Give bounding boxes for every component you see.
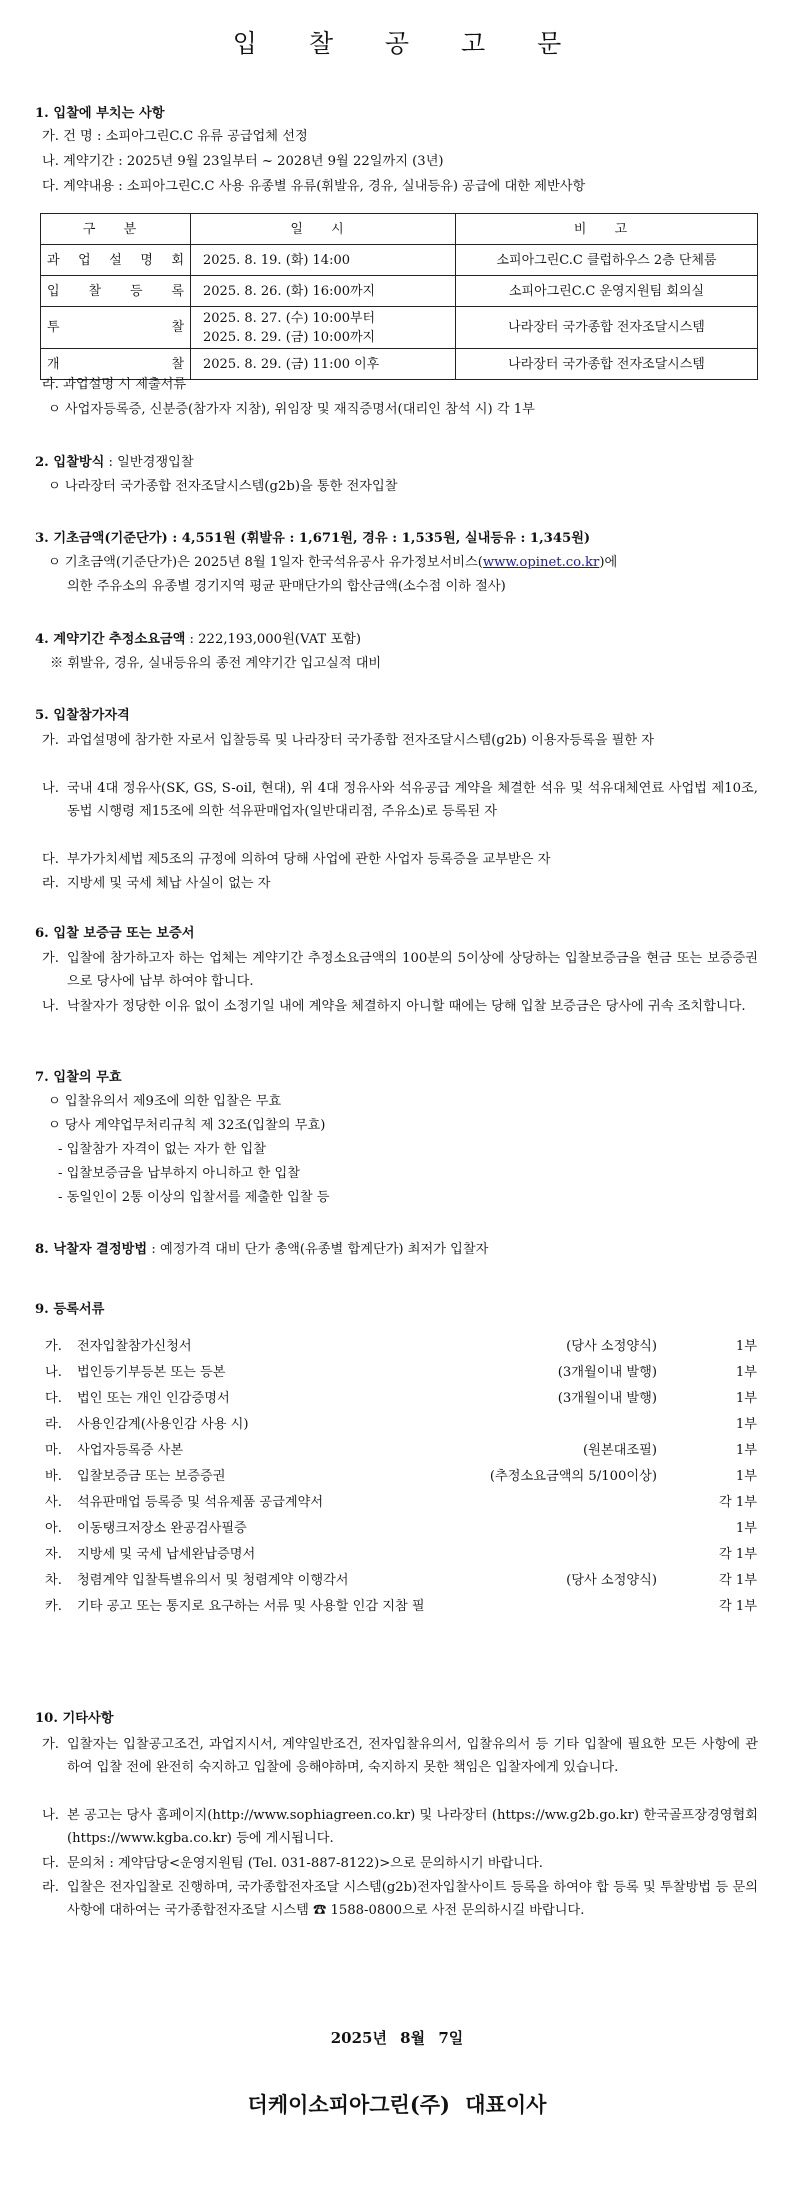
doc-qty: 1부 [735,1339,757,1354]
s10-item-da [42,1852,758,1875]
s10-item-na [42,1804,758,1850]
s10-item-text: 입찰자는 입찰공고조건, 과업지시서, 계약일반조건, 전자입찰유의서, 입찰유의서 등 기타 입찰에 필요한 모든 사항에 관하여 입찰 전에 완전히 숙지하고 입찰에 응해야하며, 숙지하지 못한 책임은 입찰자에게 있습니다. [67,1737,758,1775]
schedule-date-text: 2025. 8. 19. (화) 14:00 [203,252,350,268]
doc-name: 청렴계약 입찰특별유의서 및 청렴계약 이행각서 [77,1573,349,1588]
schedule-date [191,307,456,349]
list-item [45,1438,757,1464]
schedule-date [191,245,456,276]
company-signature: 더케이소피아그린(주) 대표이사 [247,2092,547,2117]
list-item [45,1360,757,1386]
s7-line: ㅇ 당사 계약업무처리규칙 제 32조(입찰의 무효) [48,1118,326,1133]
s1-item-na: 나. 계약기간 : 2025년 9월 23일부터 ~ 2028년 9월 22일까지 (3년) [42,154,444,169]
section-2-heading [35,453,194,473]
schedule-label-char: 등 [129,283,143,299]
s1-item-ra-docs: ㅇ 사업자등록증, 신분증(참가자 지참), 위임장 및 재직증명서(대리인 참석 시) 각 1부 [48,402,535,417]
list-item [45,1386,757,1412]
s10-item-label: 나. [42,1808,59,1823]
s7-line: - 동일인이 2통 이상의 입찰서를 제출한 입찰 등 [58,1190,330,1205]
doc-note: (당사 소정양식) [566,1339,657,1354]
doc-qty: 각 1부 [718,1599,757,1614]
doc-label: 카. [45,1599,62,1614]
list-item [45,1516,757,1542]
s10-item-label: 라. [42,1880,59,1895]
list-item [45,1568,757,1594]
list-item [45,1594,757,1620]
notice-date: 2025년 8월 7일 [330,2029,464,2047]
doc-label: 사. [45,1495,62,1510]
s7-line: - 입찰보증금을 납부하지 아니하고 한 입찰 [58,1166,300,1181]
doc-name: 사용인감계(사용인감 사용 시) [77,1417,249,1432]
schedule-label-char: 찰 [88,283,102,299]
s10-item-label: 다. [42,1856,59,1871]
s6-item-text: 낙찰자가 정당한 이유 없이 소정기일 내에 계약을 체결하지 아니할 때에는 당해 입찰 보증금은 당사에 귀속 조치합니다. [67,999,746,1014]
schedule-table [40,213,758,380]
s5-item-ra [42,872,758,895]
doc-name: 지방세 및 국세 납세완납증명서 [77,1547,256,1562]
doc-label: 자. [45,1547,62,1562]
section-8-title: 8. 낙찰자 결정방법 [35,1242,148,1257]
list-item [45,1464,757,1490]
section-8-heading [35,1240,488,1260]
list-item [45,1334,757,1360]
schedule-label [41,245,191,276]
section-2-value: : 일반경쟁입찰 [104,455,194,470]
doc-note: (3개월이내 발행) [557,1391,657,1406]
schedule-date [191,349,456,380]
s6-item-ga [42,947,758,993]
doc-name: 전자입찰참가신청서 [77,1339,192,1354]
schedule-header-datetime: 일 시 [191,214,456,245]
s10-item-text: 입찰은 전자입찰로 진행하며, 국가종합전자조달 시스템(g2b)전자입찰사이트 등록을 하여야 합 등록 및 투찰방법 등 문의사항에 대하여는 국가종합전자조달 시스템 ☎ 1588-0800으로 사전 문의하시길 바랍니다. [67,1880,758,1918]
s5-item-label: 나. [42,781,59,796]
s6-item-na [42,995,758,1018]
schedule-label-spread [47,355,184,374]
schedule-note: 소피아그린C.C 클럽하우스 2층 단체룸 [456,245,758,276]
schedule-date-text-2: 2025. 8. 29. (금) 10:00까지 [203,329,376,345]
schedule-label-spread [47,318,184,337]
doc-qty: 1부 [735,1417,757,1432]
s10-item-text: 본 공고는 당사 홈페이지(http://www.sophiagreen.co.kr) 및 나라장터 (https://ww.g2b.go.kr) 한국골프장경영협회 (https://www.kgba.co.kr) 등에 게시됩니다. [67,1808,758,1846]
s7-line: ㅇ 입찰유의서 제9조에 의한 입찰은 무효 [48,1094,282,1109]
schedule-date-text: 2025. 8. 29. (금) 11:00 이후 [203,356,380,372]
doc-label: 마. [45,1443,62,1458]
s6-item-label: 나. [42,999,59,1014]
s3-item-line2: 의한 주유소의 유종별 경기지역 평균 판매단가의 합산금액(소수점 이하 절사) [67,579,506,594]
schedule-header-note: 비 고 [456,214,758,245]
doc-label: 바. [45,1469,62,1484]
doc-name: 입찰보증금 또는 보증증권 [77,1469,226,1484]
s5-item-da [42,848,758,871]
doc-qty: 각 1부 [718,1573,757,1588]
schedule-label-char: 개 [47,356,60,372]
section-1-heading: 1. 입찰에 부치는 사항 [35,106,165,121]
list-item [45,1490,757,1516]
doc-note: (당사 소정양식) [566,1573,657,1588]
s10-item-text: 문의처 : 계약담당<운영지원팀 (Tel. 031-887-8122)>으로 문의하시기 바랍니다. [67,1856,543,1871]
s3-item-text-end: )에 [599,555,618,570]
schedule-label-spread [47,282,184,301]
s10-item-ra [42,1876,758,1922]
doc-label: 나. [45,1365,62,1380]
doc-name: 법인등기부등본 또는 등본 [77,1365,226,1380]
documents-list [45,1334,757,1620]
doc-name: 이동탱크저장소 완공검사필증 [77,1521,247,1536]
section-3-heading: 3. 기초금액(기준단가) : 4,551원 (휘발유 : 1,671원, 경유 : 1,535원, 실내등유 : 1,345원) [35,531,591,546]
section-4-heading [35,630,361,650]
schedule-header-row [41,214,758,245]
doc-qty: 1부 [735,1365,757,1380]
schedule-label [41,307,191,349]
section-2-title: 2. 입찰방식 [35,455,105,470]
s5-item-text: 과업설명에 참가한 자로서 입찰등록 및 나라장터 국가종합 전자조달시스템(g2b) 이용자등록을 필한 자 [67,733,655,748]
doc-name: 기타 공고 또는 통지로 요구하는 서류 및 사용할 인감 지참 필 [77,1599,425,1614]
schedule-label-char: 록 [171,283,184,299]
s10-item-label: 가. [42,1737,59,1752]
s5-item-label: 가. [42,733,59,748]
s10-item-ga [42,1733,758,1779]
list-item [45,1412,757,1438]
s5-item-label: 다. [42,852,59,867]
s5-item-label: 라. [42,876,59,891]
s5-item-na [42,777,758,823]
s5-item-text: 지방세 및 국세 체납 사실이 없는 자 [67,876,271,891]
s7-line: - 입찰참가 자격이 없는 자가 한 입찰 [58,1142,266,1157]
doc-qty: 1부 [735,1443,757,1458]
doc-note: (원본대조필) [583,1443,657,1458]
section-6-heading: 6. 입찰 보증금 또는 보증서 [35,926,195,941]
doc-qty: 각 1부 [718,1547,757,1562]
schedule-label-char: 회 [171,252,184,268]
section-10-heading: 10. 기타사항 [35,1711,114,1726]
section-8-value: : 예정가격 대비 단가 총액(유종별 합계단가) 최저가 입찰자 [147,1242,489,1257]
doc-name: 석유판매업 등록증 및 석유제품 공급계약서 [77,1495,324,1510]
section-4-title: 4. 계약기간 추정소요금액 [35,632,186,647]
schedule-date-text: 2025. 8. 26. (화) 16:00까지 [203,283,376,299]
schedule-label-char: 명 [140,252,153,268]
section-7-heading: 7. 입찰의 무효 [35,1070,122,1085]
doc-name: 법인 또는 개인 인감증명서 [77,1391,230,1406]
page-title: 입 찰 공 고 문 [232,29,584,58]
s6-item-text: 입찰에 참가하고자 하는 업체는 계약기간 추정소요금액의 100분의 5이상에 상당하는 입찰보증금을 현금 또는 보증증권으로 당사에 납부 하여야 합니다. [67,951,758,989]
doc-label: 차. [45,1573,62,1588]
opinet-link[interactable]: www.opinet.co.kr [482,555,600,570]
s3-item-text: ㅇ 기초금액(기준단가)은 2025년 8월 1일자 한국석유공사 유가정보서비스( [48,555,483,570]
schedule-note: 나라장터 국가종합 전자조달시스템 [456,307,758,349]
schedule-label-char: 과 [47,252,60,268]
schedule-note: 소피아그린C.C 운영지원팀 회의실 [456,276,758,307]
schedule-row-briefing [41,245,758,276]
doc-qty: 1부 [735,1469,757,1484]
doc-qty: 1부 [735,1521,757,1536]
schedule-row-bidding [41,307,758,349]
schedule-label-char: 투 [47,320,60,335]
schedule-label-char: 찰 [171,320,184,335]
section-9-heading: 9. 등록서류 [35,1302,105,1317]
s3-item [48,553,617,573]
doc-name: 사업자등록증 사본 [77,1443,184,1458]
schedule-label [41,276,191,307]
schedule-label-char: 입 [47,283,60,299]
doc-label: 다. [45,1391,62,1406]
doc-label: 라. [45,1417,62,1432]
schedule-label-char: 업 [78,252,91,268]
schedule-date-text: 2025. 8. 27. (수) 10:00부터 [203,310,376,326]
schedule-label-spread [47,251,184,270]
doc-qty: 1부 [735,1391,757,1406]
schedule-row-registration [41,276,758,307]
s1-item-da: 다. 계약내용 : 소피아그린C.C 사용 유종별 유류(휘발유, 경유, 실내등유) 공급에 대한 제반사항 [42,179,586,194]
schedule-date [191,276,456,307]
doc-label: 가. [45,1339,62,1354]
s5-item-ga [42,729,758,752]
schedule-label-char: 설 [109,252,122,268]
doc-label: 아. [45,1521,62,1536]
section-4-value: : 222,193,000원(VAT 포함) [185,632,361,647]
doc-note: (3개월이내 발행) [557,1365,657,1380]
s1-item-ra: 라. 과업설명 시 제출서류 [42,377,187,392]
s5-item-text: 국내 4대 정유사(SK, GS, S-oil, 현대), 위 4대 정유사와 석유공급 계약을 체결한 석유 및 석유대체연료 사업법 제10조, 동법 시행령 제15조에 의한 석유판매업자(일반대리점, 주유소)로 등록된 자 [67,781,758,819]
s2-item: ㅇ 나라장터 국가종합 전자조달시스템(g2b)을 통한 전자입찰 [48,479,398,494]
doc-qty: 각 1부 [718,1495,757,1510]
s1-item-ga: 가. 건 명 : 소피아그린C.C 유류 공급업체 선정 [42,129,308,144]
s5-item-text: 부가가치세법 제5조의 규정에 의하여 당해 사업에 관한 사업자 등록증을 교부받은 자 [67,852,551,867]
s6-item-label: 가. [42,951,59,966]
schedule-label-char: 찰 [171,356,184,372]
section-5-heading: 5. 입찰참가자격 [35,708,130,723]
s4-note: ※ 휘발유, 경유, 실내등유의 종전 계약기간 입고실적 대비 [50,656,382,671]
schedule-header-category: 구 분 [41,214,191,245]
list-item [45,1542,757,1568]
schedule-note: 나라장터 국가종합 전자조달시스템 [456,349,758,380]
doc-note: (추정소요금액의 5/100이상) [489,1469,657,1484]
